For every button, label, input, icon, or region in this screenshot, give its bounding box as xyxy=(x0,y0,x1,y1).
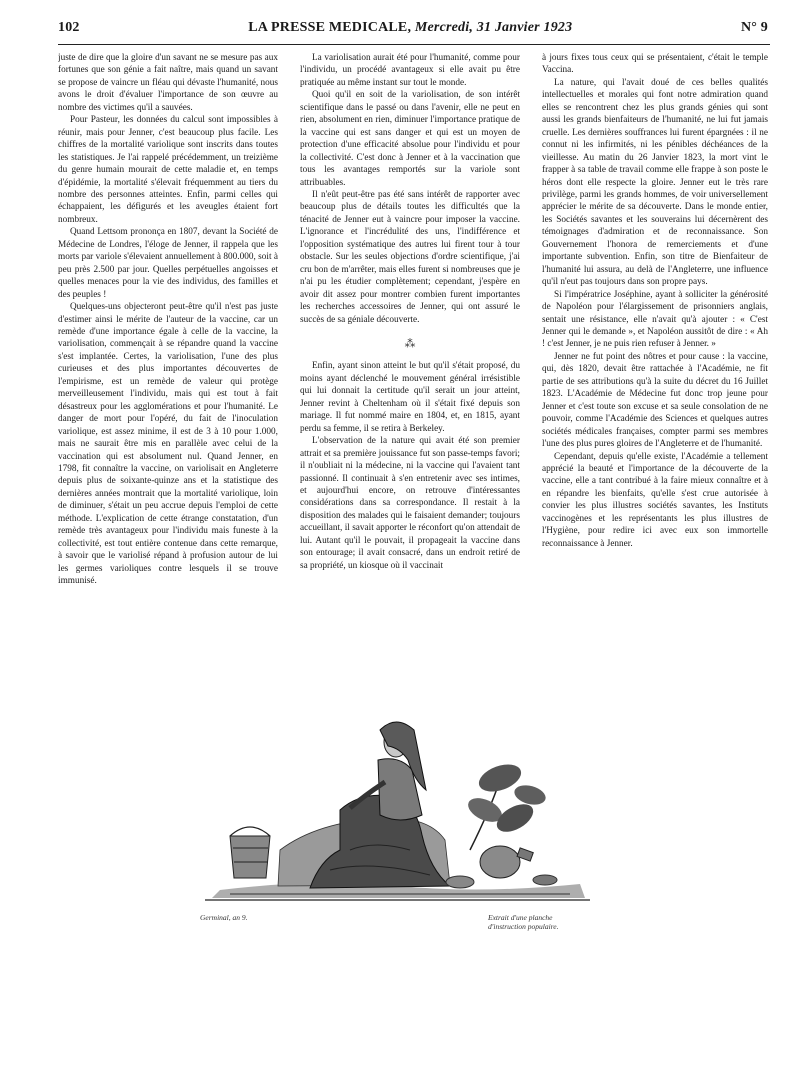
paragraph: La variolisation aurait été pour l'humanité, comme pour l'individu, un procédé avantageux si elle avait pu être pratiquée au même instant sur tout le monde. xyxy=(300,53,520,88)
issue-number: N° 9 xyxy=(740,20,768,35)
paragraph: à jours fixes tous ceux qui se présentaient, c'était le temple Vaccina. xyxy=(542,53,768,76)
paragraph: Enfin, ayant sinon atteint le but qu'il s'était proposé, du moins ayant déclenché le mouvement général irrésistible qui lui donnait la certitude qu'il serait un jour atteint, Jenner revint à Cheltenham où il s'était fixé depuis son mariage. Il fut nommé maire en 1804, et, en 1815, ayant perdu sa femme, il se retira à Berkeley. xyxy=(300,361,520,434)
header-rule xyxy=(58,44,770,45)
caption-line: Extrait d'une planche xyxy=(488,913,553,922)
paragraph: Il n'eût peut-être pas été sans intérêt de rapporter avec beaucoup plus de détails toutes les difficultés que la ténacité de Jenner eut à vaincre pour imposer la vaccine. L'ignorance et l'incrédulité des uns, l'indifférence et l'opposition systématique des autres lui firent tour à tour obstacle. Sur les seules objections d'ordre scientifique, j'ai cru bon de m'arrêter, mais elles furent si nombreuses que je n'ai pu les étudier complètement; cependant, j'espère en avoir dit assez pour montrer combien furent importantes les recherches accessoires de Jenner, qui ont assuré le succès de sa géniale découverte. xyxy=(300,189,520,325)
engraving-illustration xyxy=(200,700,595,910)
issue-date: Mercredi, 31 Janvier 1923 xyxy=(414,20,573,35)
paragraph: Jenner ne fut point des nôtres et pour cause : la vaccine, qui, dès 1820, devait être rattachée à l'Académie, ne fit partie de ses attributions qu'à la suite du décret du 16 Juillet 1823. L'Académie de Médecine fut donc trop jeune pour Jenner et c'est toute son excuse et sa seule consolation de ne pouvoir, comme l'Académie des Sciences et quelques autres sociétés médicales françaises, compter parmi ses membres l'une des plus pures gloires de l'Angleterre et de l'humanité. xyxy=(542,351,768,450)
paragraph: La nature, qui l'avait doué de ces belles qualités intellectuelles et morales qui font notre admiration quand elles se rencontrent chez les plus grands génies qui sont aussi les grands bienfaiteurs de l'humanité, ne lui fut jamais cruelle. Les dernières souffrances lui furent épargnées : il ne connut ni les infirmités, ni les pénibles déchéances de la vieillesse. Au matin du 26 Janvier 1823, la mort vint le frapper à sa table de travail comme elle frappe à son poste le héros dont elle respecte la gloire. Jenner eut le très rare privilège, parmi les grands hommes, de voir universellement apprécier le mérite de sa découverte. Dans le monde entier, les Sociétés savantes et les souverains lui décernèrent des témoignages d'admiration et de reconnaissance. Son Gouvernement l'honora de remerciements et d'une importante subvention. Enfin, son titre de Bienfaiteur de l'humanité lui assura, au delà de l'Angleterre, une influence qu'il n'eut pas toujours dans son propre pays. xyxy=(542,77,768,288)
page-number: 102 xyxy=(58,20,80,35)
paragraph: juste de dire que la gloire d'un savant ne se mesure pas aux fortunes que son génie a fait naître, mais quand un savant se propose de vaincre un fléau qui dévaste l'humanité, nous avons le droit d'évaluer l'importance de son œuvre au nombre des victimes qu'il a sauvées. xyxy=(58,53,278,113)
column-3 xyxy=(542,52,768,672)
paragraph: Quoi qu'il en soit de la variolisation, de son intérêt scientifique dans le passé ou dans l'avenir, elle ne peut en rien, absolument en rien, diminuer l'importance pratique de la vaccine qui est sans danger et qui est un moyen de protection d'une efficacité absolue pour l'individu et pour la collectivité. C'est donc à Jenner et à la vaccination que tous les avantages remportés sur la variole sont attribuables. xyxy=(300,90,520,188)
column-1 xyxy=(58,52,278,672)
journal-title: LA PRESSE MEDICALE, xyxy=(248,20,412,35)
section-ornament: ⁂ xyxy=(404,337,416,350)
paragraph: Quand Lettsom prononça en 1807, devant la Société de Médecine de Londres, l'éloge de Jenner, il rappela que les morts par variole s'élevaient annuellement à 800.000, soit à peu près 2.500 par jour. Quelles perpétuelles angoisses et quelles menaces pour la vie des individus, des familles et des peuples ! xyxy=(58,227,278,300)
figure-caption-left: Germinal, an 9. xyxy=(200,913,248,922)
page-header xyxy=(58,20,768,42)
article-columns xyxy=(58,52,770,672)
figure-caption-right xyxy=(488,913,598,931)
paragraph: Si l'impératrice Joséphine, ayant à solliciter la générosité de Napoléon pour l'élargissement de prisonniers anglais, sentait une résistance, elle n'avait qu'à ajouter : « C'est Jenner qui le demande », et Napoléon aussitôt de dire : « Ah ! c'est Jenner, je ne puis rien refuser à Jenner. » xyxy=(542,289,768,350)
paragraph: Pour Pasteur, les données du calcul sont impossibles à réunir, mais pour Jenner, c'est beaucoup plus facile. Les chiffres de la mortalité variolique sont inscrits dans toutes les statistiques. Je l'ai rappelé précédemment, un treizième du genre humain mourait de cette maladie et, en temps d'épidémie, la mortalité s'élevait fréquemment au tiers du nombre des personnes atteintes. Enfin, parmi celles qui échappaient, les défigurés et les aveugles étaient fort nombreux. xyxy=(58,115,278,225)
caption-line: d'instruction populaire. xyxy=(488,922,559,931)
paragraph: Cependant, depuis qu'elle existe, l'Académie a tellement apprécié la beauté et l'importance de la découverte de la vaccine, elle a tant contribué à la faire mieux connaître et à en répandre les bienfaits, qu'elle s'est crue autorisée à convier les plus illustres sociétés savantes, les Instituts vaccinogènes et les représentants les plus illustres de l'Hygiène, pour redire ici avec eux son immortelle reconnaissance à Jenner. xyxy=(542,451,768,549)
column-2 xyxy=(300,52,520,672)
paragraph: L'observation de la nature qui avait été son premier attrait et sa première jouissance fut son passe-temps favori; il n'oubliait ni la médecine, ni la vaccine qui l'avaient tant passionné. Il continuait à s'en entretenir avec ses intimes, et aujourd'hui encore, on retrouve d'intéressantes considérations dans sa correspondance. Il restait à la disposition des malades qui le faisaient demander; toujours accueillant, il savait apporter le réconfort qu'on attendait de lui. Autant qu'il le pouvait, il propageait la vaccine dans son entourage; il avait consacré, dans un endroit retiré de sa propriété, un kiosque où il vaccinait xyxy=(300,436,520,571)
paragraph: Quelques-uns objecteront peut-être qu'il n'est pas juste d'estimer ainsi le mérite de l'auteur de la vaccine, car un remède d'une importance égale à celle de la vaccine, la variolisation, commençait à se répandre quand la vaccine s'est implantée. Certes, la variolisation, l'une des plus curieuses et des plus importantes découvertes de l'empirisme, est un remède de valeur qui protège merveilleusement l'individu, mais qui est tout à fait désastreux pour les agglomérations et pour l'humanité. Le danger de mort pour l'opéré, du fait de l'inoculation variolique, est assez minime, il est de 3 à 10 pour 1.000, mais ne saurait être mis en parallèle avec celui de la vaccination qui est absolument nul. Quand Jenner, en 1798, fit connaître la vaccine, on variolisait en Angleterre depuis plus de soixante-quinze ans et la statistique des dernières années montrait que la mortalité variolique, loin de diminuer, s'était un peu accrue depuis l'emploi de cette méthode. L'explication de cette étrange constatation, d'un remède très avantageux pour l'individu mais funeste à la collectivité, est tout entière contenue dans cette remarque, à savoir que le variolisé répand à profusion autour de lui les germes varioliques contre lesquels il se trouve immunisé. xyxy=(58,302,278,587)
seated-woman-engraving xyxy=(200,700,595,910)
journal-title-date xyxy=(248,20,572,36)
